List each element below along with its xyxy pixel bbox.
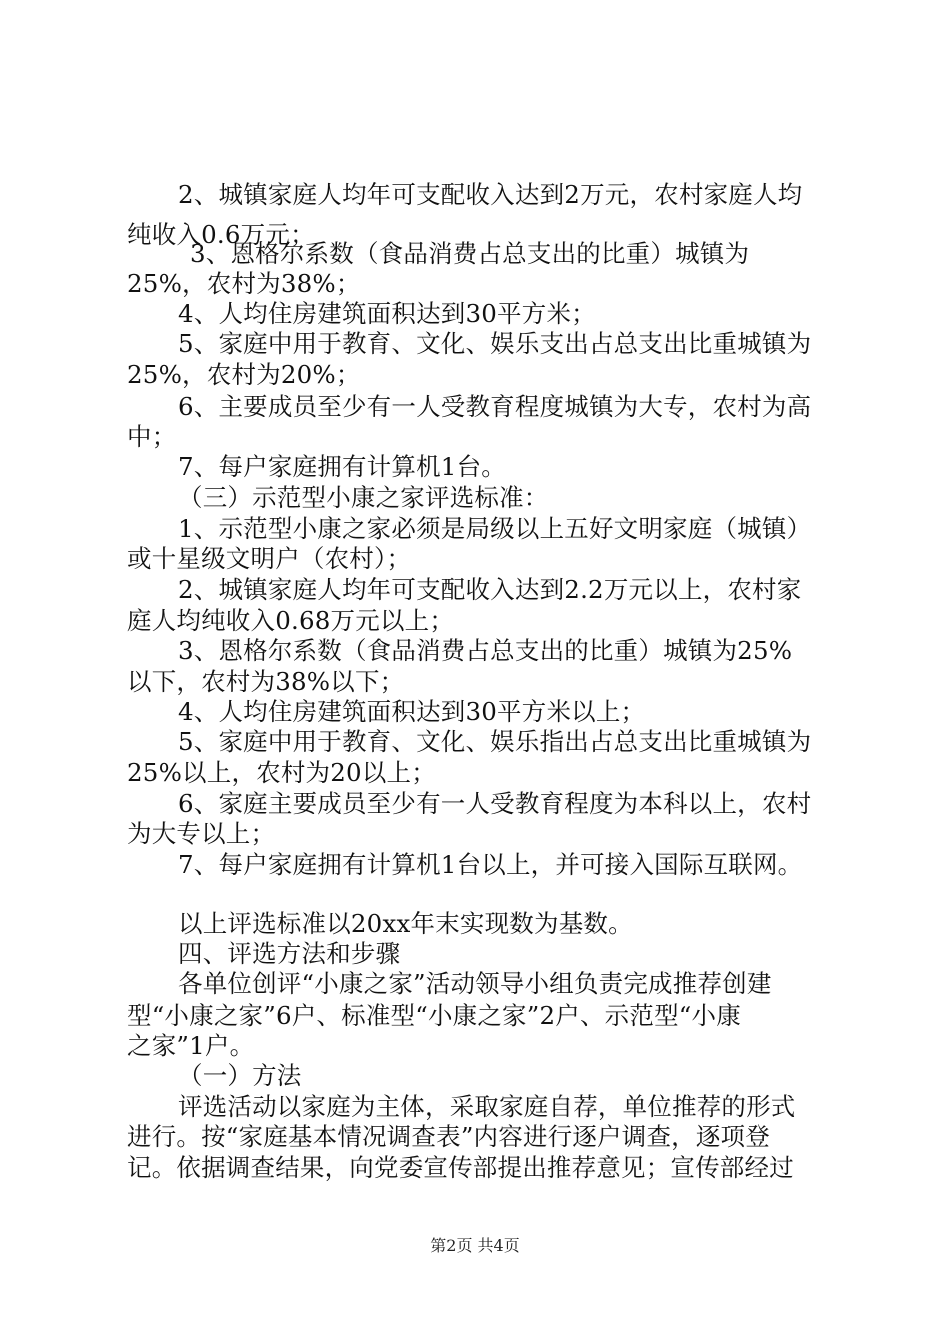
- text-line: 之家”1户。: [127, 1031, 255, 1060]
- text-line: 25%，农村为20%；: [127, 360, 361, 389]
- text-line: 各单位创评“小康之家”活动领导小组负责完成推荐创建: [178, 969, 772, 998]
- section-heading: （三）示范型小康之家评选标准：: [178, 483, 549, 512]
- text-line: 4、人均住房建筑面积达到30平方米以上；: [178, 697, 646, 726]
- section-heading: （一）方法: [178, 1061, 302, 1090]
- text-line: 6、家庭主要成员至少有一人受教育程度为本科以上，农村: [178, 789, 812, 818]
- text-line: 纯收入0.6万元；: [127, 220, 315, 249]
- text-line: 记。依据调查结果，向党委宣传部提出推荐意见；宣传部经过: [127, 1153, 794, 1182]
- text-line: 4、人均住房建筑面积达到30平方米；: [178, 299, 596, 328]
- text-line: 中；: [127, 422, 177, 451]
- text-line: 或十星级文明户（农村）；: [127, 544, 412, 573]
- text-line: 3、恩格尔系数（食品消费占总支出的比重）城镇为25%: [178, 636, 793, 665]
- text-line: 5、家庭中用于教育、文化、娱乐支出占总支出比重城镇为: [178, 329, 812, 358]
- text-line: 以上评选标准以20xx年末实现数为基数。: [178, 909, 633, 938]
- text-line: 评选活动以家庭为主体，采取家庭自荐，单位推荐的形式: [178, 1092, 796, 1121]
- text-line: 为大专以上；: [127, 819, 276, 848]
- text-line: 25%以上，农村为20以上；: [127, 758, 436, 787]
- text-line: 6、主要成员至少有一人受教育程度城镇为大专，农村为高: [178, 392, 812, 421]
- text-line: 1、示范型小康之家必须是局级以上五好文明家庭（城镇）: [178, 514, 812, 543]
- text-line: 25%，农村为38%；: [127, 269, 361, 298]
- text-line: 5、家庭中用于教育、文化、娱乐指出占总支出比重城镇为: [178, 727, 812, 756]
- section-heading: 四、评选方法和步骤: [178, 939, 401, 968]
- text-line: 2、城镇家庭人均年可支配收入达到2.2万元以上，农村家: [178, 575, 802, 604]
- text-line: 以下，农村为38%以下；: [127, 667, 405, 696]
- page-footer: 第2页 共4页: [430, 1236, 520, 1255]
- text-line: 进行。按“家庭基本情况调查表”内容进行逐户调查，逐项登: [127, 1122, 770, 1151]
- text-line: 7、每户家庭拥有计算机1台以上，并可接入国际互联网。: [178, 850, 803, 879]
- text-line: 型“小康之家”6户、标准型“小康之家”2户、示范型“小康: [127, 1001, 741, 1030]
- text-line: 2、城镇家庭人均年可支配收入达到2万元，农村家庭人均: [178, 180, 803, 209]
- text-line: 庭人均纯收入0.68万元以上；: [127, 606, 455, 635]
- text-line: 3、恩格尔系数（食品消费占总支出的比重）城镇为: [190, 239, 750, 268]
- text-line: 7、每户家庭拥有计算机1台。: [178, 452, 506, 481]
